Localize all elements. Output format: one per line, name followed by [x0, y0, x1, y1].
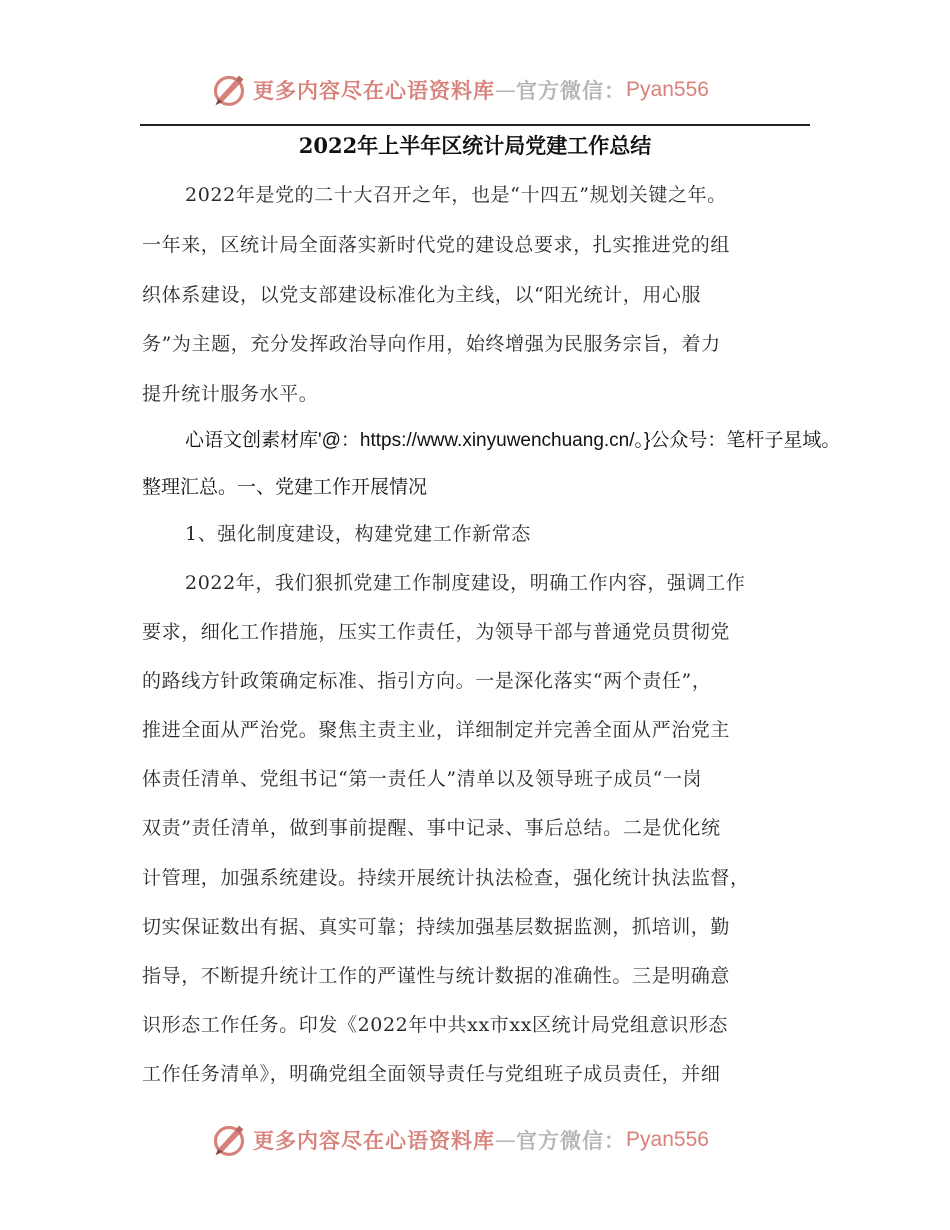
- document-title: 2022年上半年区统计局党建工作总结: [298, 133, 652, 158]
- body-line: 计管理，加强系统建设。持续开展统计执法检查，强化统计执法监督，: [142, 867, 750, 889]
- body-line: 体责任清单、党组书记“第一责任人”清单以及领导班子成员“一岗: [142, 768, 703, 790]
- body-line: 的路线方针政策确定标准、指引方向。一是深化落实“两个责任”，: [142, 670, 712, 692]
- subsection-heading: 1、强化制度建设，构建党建工作新常态: [185, 523, 531, 545]
- body-line: 要求，细化工作措施，压实工作责任，为领导干部与普通党员贯彻党: [142, 621, 731, 643]
- body-line: 2022年是党的二十大召开之年，也是“十四五”规划关键之年。: [185, 184, 727, 206]
- header-separator: —: [495, 78, 517, 102]
- pen-logo-icon: [211, 72, 247, 108]
- header-banner: [0, 70, 950, 110]
- footer-banner: [0, 1120, 950, 1160]
- header-contact-label: 官方微信：: [516, 79, 627, 103]
- watermark-line: 心语文创素材库'@：https://www.xinyuwenchuang.cn/。}公众号：笔杆子星域。: [185, 430, 841, 451]
- footer-contact-label: 官方微信：: [516, 1129, 627, 1153]
- body-line: 2022年，我们狠抓党建工作制度建设，明确工作内容，强调工作: [185, 572, 746, 594]
- header-rule: [140, 124, 810, 126]
- body-line: 切实保证数出有据、真实可靠；持续加强基层数据监测，抓培训，勤: [142, 916, 731, 938]
- body-line: 工作任务清单》，明确党组全面领导责任与党组班子成员责任，并细: [142, 1063, 721, 1085]
- body-line: 识形态工作任务。印发《2022年中共xx市xx区统计局党组意识形态: [142, 1014, 729, 1036]
- body-line: 提升统计服务水平。: [142, 383, 319, 405]
- body-line: 指导，不断提升统计工作的严谨性与统计数据的准确性。三是明确意: [142, 965, 731, 987]
- body-line: 一年来，区统计局全面落实新时代党的建设总要求，扎实推进党的组: [142, 234, 731, 256]
- section-heading: 整理汇总。一、党建工作开展情况: [142, 477, 428, 498]
- header-slogan: 更多内容尽在心语资料库: [253, 79, 496, 103]
- footer-contact-id: Pyan556: [626, 1128, 709, 1151]
- footer-separator: —: [495, 1128, 517, 1152]
- body-line: 务”为主题，充分发挥政治导向作用，始终增强为民服务宗旨，着力: [142, 333, 721, 355]
- pen-logo-icon: [211, 1122, 247, 1158]
- header-contact-id: Pyan556: [626, 78, 709, 101]
- body-line: 推进全面从严治党。聚焦主责主业，详细制定并完善全面从严治党主: [142, 719, 731, 741]
- footer-slogan: 更多内容尽在心语资料库: [253, 1129, 496, 1153]
- body-line: 织体系建设，以党支部建设标准化为主线，以“阳光统计，用心服: [142, 284, 702, 306]
- body-line: 双责”责任清单，做到事前提醒、事中记录、事后总结。二是优化统: [142, 817, 721, 839]
